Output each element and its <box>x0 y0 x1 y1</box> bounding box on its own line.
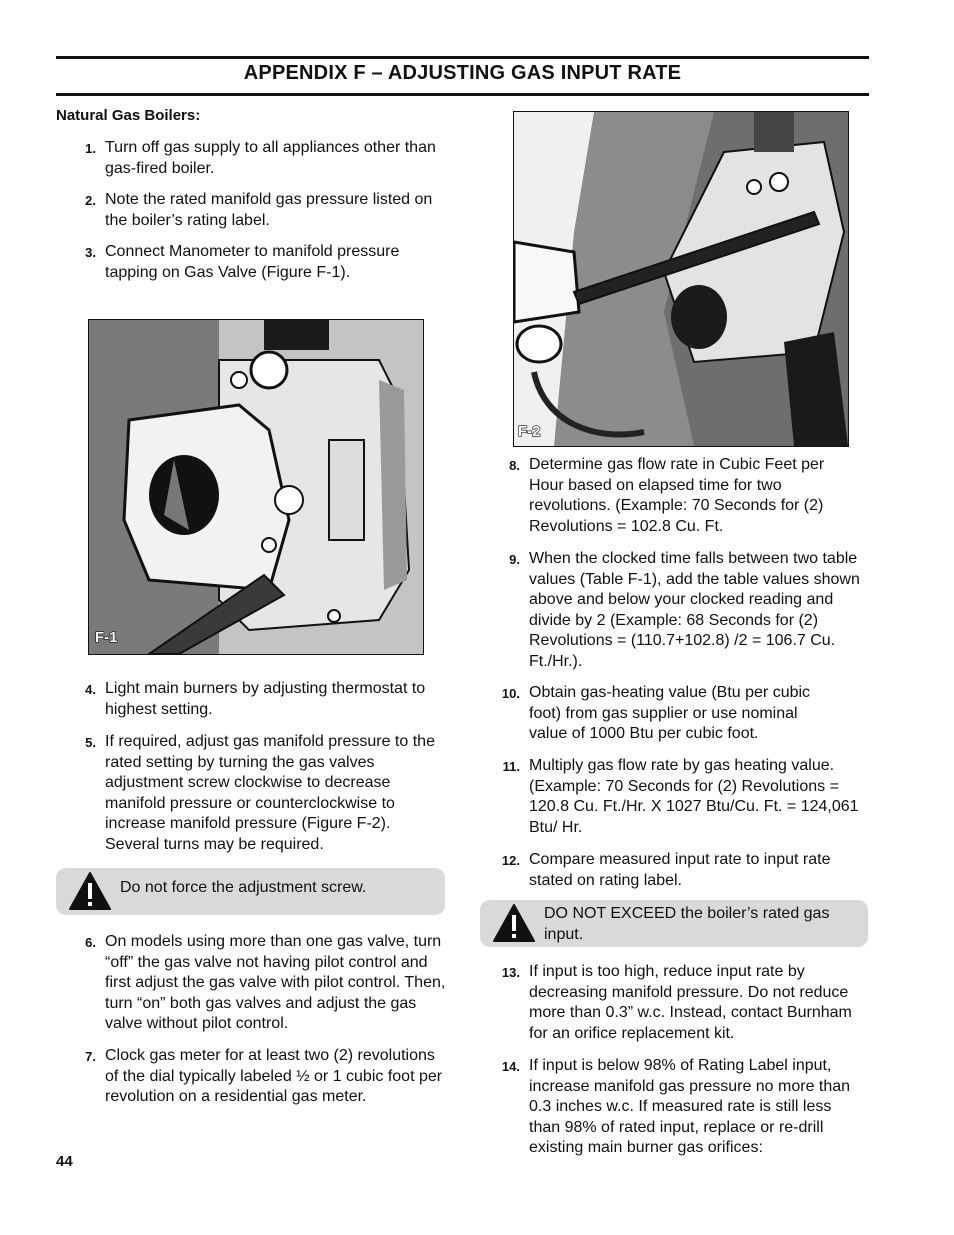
step-text: On models using more than one gas valve, turn “off” the gas valve not having pilot control and first adjust the gas valve with pilot control. Then, turn “on” both gas valves and adjust the gas valve without pilot control. <box>105 933 446 1033</box>
page-number: 44 <box>56 1153 73 1170</box>
figure-f1-gas-valve <box>88 319 424 655</box>
step-text: Light main burners by adjusting thermostat to highest setting. <box>105 680 426 718</box>
step-number: 11. <box>502 759 520 774</box>
section-subhead: Natural Gas Boilers: <box>56 107 201 124</box>
step-text: Connect Manometer to manifold pressure tapping on Gas Valve (Figure F-1). <box>105 243 400 281</box>
step-number: 3. <box>85 245 96 260</box>
step-text: When the clocked time falls between two table values (Table F-1), add the table values shown above and below your clocked reading and divide by 2 (Example: 68 Seconds for (2) Revolutions = (110.7+102.8) /2 = 106.7 Cu. Ft./Hr.). <box>529 550 860 670</box>
step-number: 7. <box>85 1049 96 1064</box>
step-text: If input is too high, reduce input rate by decreasing manifold pressure. Do not reduce more than 0.3” w.c. Instead, contact Burnham for an orifice replacement kit. <box>529 963 852 1042</box>
step-number: 13. <box>501 965 520 980</box>
step-text: Clock gas meter for at least two (2) revolutions of the dial typically labeled ½ or 1 cubic foot per revolution on a residential gas meter. <box>105 1047 443 1106</box>
page-title: APPENDIX F – ADJUSTING GAS INPUT RATE <box>243 62 682 84</box>
step-number: 12. <box>501 853 520 868</box>
figure-label: F-2 <box>518 423 541 440</box>
step-text: Determine gas flow rate in Cubic Feet per Hour based on elapsed time for two revolutions. (Example: 70 Seconds for (2) Revolutions = 102.8 Cu. Ft. <box>529 456 825 535</box>
top-rule <box>56 56 869 59</box>
step-number: 14. <box>501 1059 520 1074</box>
step-number: 9. <box>509 552 520 567</box>
figure-label: F-1 <box>95 629 118 646</box>
step-number: 2. <box>85 193 96 208</box>
step-text: Turn off gas supply to all appliances other than gas-fired boiler. <box>105 139 436 177</box>
warning-callout <box>56 868 445 915</box>
step-number: 5. <box>85 735 96 750</box>
warning-triangle-icon <box>68 871 112 911</box>
step-text: Multiply gas flow rate by gas heating value. (Example: 70 Seconds for (2) Revolutions = 120.8 Cu. Ft./Hr. X 1027 Btu/Cu. Ft. = 124,061 Btu/ Hr. <box>529 757 859 836</box>
step-number: 6. <box>85 935 96 950</box>
title-underline <box>56 93 869 96</box>
warning-callout <box>480 900 868 947</box>
warning-triangle-icon <box>492 903 536 943</box>
step-text: If required, adjust gas manifold pressure to the rated setting by turning the gas valves adjustment screw clockwise to decrease manifold pressure or counterclockwise to increase manifold pressure (Figure F-2). Several turns may be required. <box>105 733 435 853</box>
step-number: 4. <box>85 682 96 697</box>
step-text: Obtain gas-heating value (Btu per cubic foot) from gas supplier or use nominal value of 1000 Btu per cubic foot. <box>529 684 811 743</box>
step-text: If input is below 98% of Rating Label input, increase manifold gas pressure no more than 0.3 inches w.c. If measured rate is still less than 98% of rated input, replace or re-drill existing main burner gas orifices: <box>529 1057 851 1157</box>
warning-text: DO NOT EXCEED the boiler’s rated gas input. <box>544 905 830 943</box>
step-number: 10. <box>501 686 520 701</box>
figure-f2-adjustment-screw <box>513 111 849 447</box>
step-text: Note the rated manifold gas pressure listed on the boiler’s rating label. <box>105 191 433 229</box>
step-number: 1. <box>85 141 96 156</box>
adjustment-screw-illustration <box>514 112 848 446</box>
warning-text: Do not force the adjustment screw. <box>120 879 367 896</box>
gas-valve-illustration <box>89 320 423 654</box>
step-text: Compare measured input rate to input rate stated on rating label. <box>529 851 831 889</box>
step-number: 8. <box>509 458 520 473</box>
